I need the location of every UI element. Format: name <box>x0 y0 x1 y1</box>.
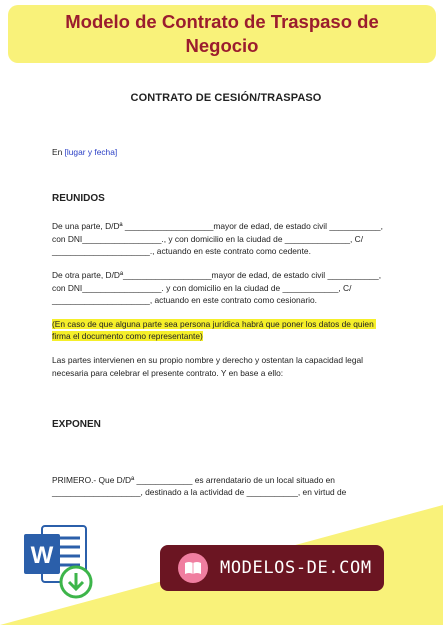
primero-paragraph: PRIMERO.- Que D/Dª ____________ es arrendatario de un local situado en ___________________, destinado a la actividad de ___________, en virtud de <box>52 474 347 498</box>
brand-label: MODELOS-DE.COM <box>220 558 372 578</box>
svg-text:W: W <box>30 542 54 569</box>
book-icon <box>178 553 208 583</box>
document-title: CONTRATO DE CESIÓN/TRASPASO <box>130 92 322 104</box>
section-reunidos: REUNIDOS <box>52 192 105 204</box>
header-banner <box>8 5 436 63</box>
highlighted-note: (En caso de que alguna parte sea persona jurídica habrá que poner los datos de quien firma el documento como representante) <box>52 318 377 342</box>
document-body <box>52 92 392 511</box>
place-date-placeholder: [lugar y fecha] <box>64 147 118 158</box>
download-icon <box>61 567 91 597</box>
party-one-paragraph: De una parte, D/Dª ___________________mayor de edad, de estado civil ___________, con DNI_________________., y con domicilio en la ciudad de ______________, C/ _____________________., actuando en este contrato como cedente. <box>52 221 386 257</box>
section-exponen: EXPONEN <box>52 419 101 431</box>
intervene-paragraph: Las partes intervienen en su propio nombre y derecho y ostentan la capacidad legal necesaria para celebrar el presente contrato. Y en base a ello: <box>52 355 366 378</box>
place-date-prefix: En <box>52 147 65 158</box>
page-title: Modelo de Contrato de Traspaso de Negocio <box>65 11 379 56</box>
party-two-paragraph: De otra parte, D/Dª___________________mayor de edad, de estado civil ___________, con DNI_________________. y con domicilio en la ciudad de ____________, C/ _____________________, actuando en este contrato como cesionario. <box>52 270 384 306</box>
note-paragraph <box>52 318 392 343</box>
brand-logo[interactable] <box>160 545 384 591</box>
word-document-icon <box>22 520 94 602</box>
place-date-line <box>52 146 392 158</box>
